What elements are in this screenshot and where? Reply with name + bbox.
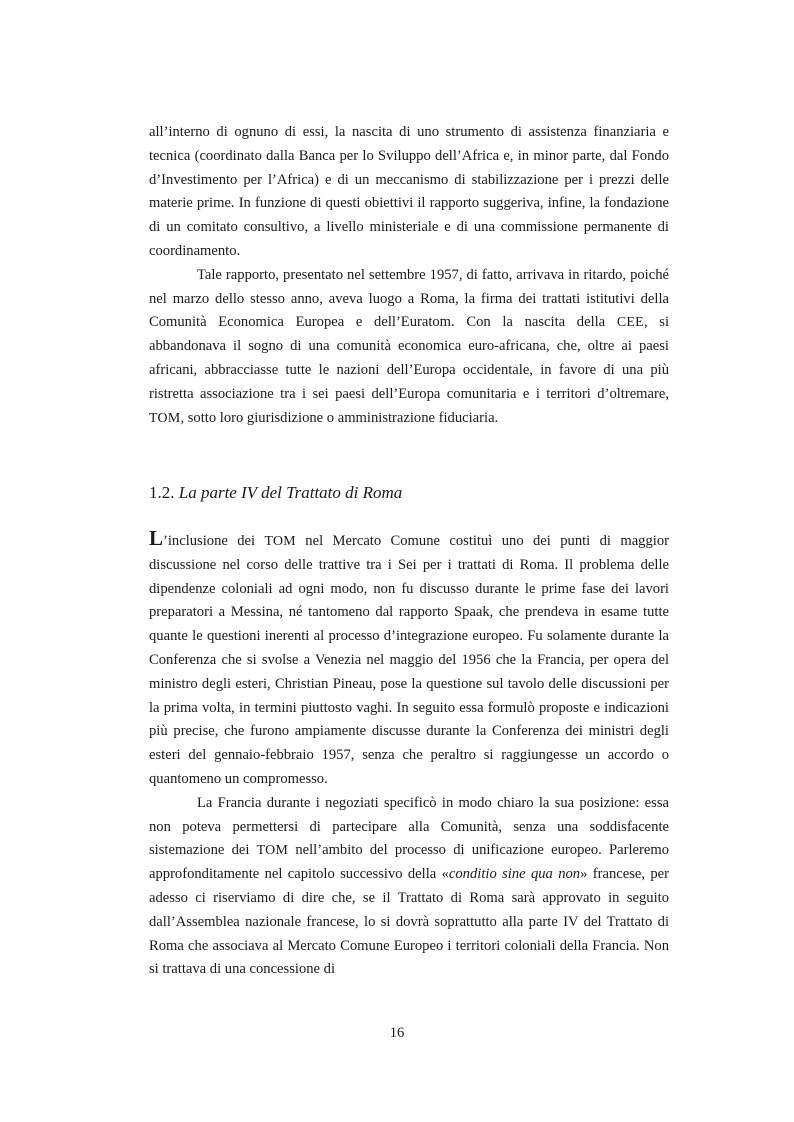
section-number: 1.2. <box>149 483 175 502</box>
paragraph-text: nell’ambito del processo di unificazione europeo. Parleremo approfonditamente nel capitolo successivo della « <box>149 842 669 883</box>
paragraph <box>149 527 669 792</box>
paragraph <box>149 121 669 264</box>
paragraph-text: all’interno di ognuno di essi, la nascita di uno strumento di assistenza finanziaria e tecnica (coordinato dalla Banca per lo Sviluppo dell’Africa e, in minor parte, dal Fondo d’Investimento per l’Africa) e di un meccanismo di stabilizzazione per i prezzi delle materie prime. In funzione di questi obiettivi il rapporto suggeriva, infine, la fondazione di un comitato consultivo, a livello ministeriale e di una commissione permanente di coordinamento. <box>149 124 669 259</box>
text-block-bottom <box>149 527 669 982</box>
paragraph <box>149 792 669 982</box>
text-block-top <box>149 121 669 430</box>
paragraph-text: La Francia durante i negoziati specificò in modo chiaro la sua posizione: essa non poteva permettersi di partecipare alla Comunità, senza una soddisfacente sistemazione dei <box>149 794 669 859</box>
paragraph <box>149 264 669 431</box>
paragraph-text: » francese, per adesso ci riserviamo di dire che, se il Trattato di Roma sarà approvato in seguito dall’Assemblea nazionale francese, lo si dovrà soprattutto alla parte IV del Trattato di Roma che associava al Mercato Comune Europeo i territori coloniali della Francia. Non si trattava di una concessione di <box>149 866 669 978</box>
paragraph-text: , si abbandonava il sogno di una comunità economica euro-africana, che, oltre ai paesi africani, abbracciasse tutte le nazioni dell’Europa occidentale, in favore di una più ristretta associazione tra i sei paesi dell’Europa comunitaria e i territori d’oltremare, <box>149 314 670 402</box>
paragraph-text: ’inclusione dei <box>163 533 265 549</box>
italic-phrase: conditio sine qua non <box>448 866 581 883</box>
section-title: La parte IV del Trattato di Roma <box>178 483 403 502</box>
paragraph-text: Tale rapporto, presentato nel settembre 1957, di fatto, arrivava in ritardo, poiché nel marzo dello stesso anno, aveva luogo a Roma, la firma dei trattati istitutivi della Comunità Economica Europea e dell’Euratom. Con la nascita della <box>149 266 669 331</box>
page-number: 16 <box>389 1025 405 1041</box>
paragraph-text: nel Mercato Comune costituì uno dei punti di maggior discussione nel corso delle trattive tra i Sei per i trattati di Roma. Il problema delle dipendenze coloniali ad ogni modo, non fu discusso durante le prime fase dei lavori preparatori a Messina, né tantomeno dal rapporto Spaak, che prendeva in esame tutte quante le questioni inerenti al processo d’integrazione europeo. Fu solamente durante la Conferenza che si svolse a Venezia nel maggio del 1956 che la Francia, per opera del ministro degli esteri, Christian Pineau, pose la questione sul tavolo delle discussioni per la prima volta, in termini piuttosto vaghi. In seguito essa formulò proposte e indicazioni più precise, che furono ampiamente discusse durante la Conferenza dei ministri degli esteri del gennaio-febbraio 1957, senza che peraltro si raggiungesse un accordo o quantomeno un compromesso. <box>149 533 669 787</box>
acronym-cee: CEE <box>616 315 644 331</box>
acronym-tom: TOM <box>264 534 296 549</box>
acronym-tom: TOM <box>149 410 181 426</box>
section-heading <box>149 481 669 505</box>
paragraph-text: , sotto loro giurisdizione o amministrazione fiduciaria. <box>180 409 499 426</box>
acronym-tom: TOM <box>256 843 289 859</box>
drop-cap: L <box>149 526 164 550</box>
